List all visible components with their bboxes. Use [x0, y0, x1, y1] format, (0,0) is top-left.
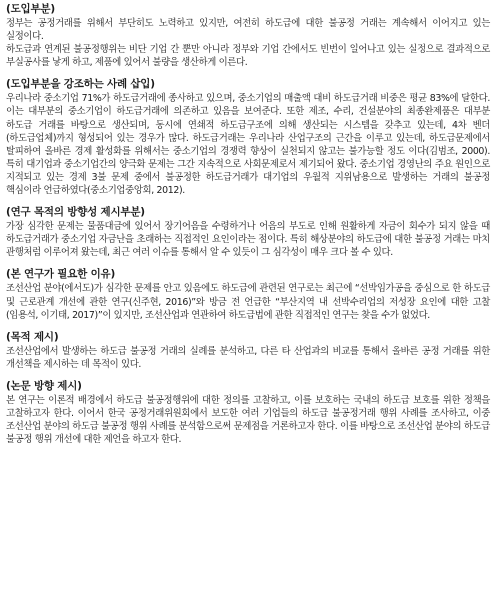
section-purpose [6, 330, 490, 371]
section-emphasis-example [6, 77, 490, 197]
section-research-direction [6, 205, 490, 259]
section-paragraph: 가장 심각한 문제는 물품대금에 있어서 장기어음을 수령하거나 어음의 부도로 인해 원활하게 자금이 회수가 되지 않을 때 하도급거래가 중소기업 자금난을 초래하는 직접적인 요인이라는 점이다. 특히 해상분야의 하도급에 대한 불공정 거래는 마치 관행처럼 이루어져 왔는데, 최근 여러 이슈를 통해서 알 수 있듯이 그 심각성이 매우 크다 볼 수 있다. [6, 221, 490, 259]
section-paragraph: 조선산업 분야(에서도)가 심각한 문제를 안고 있음에도 하도급에 관련된 연구로는 최근에 “선박임가공을 중심으로 한 하도급 및 근로관계 개선에 관한 연구(신주현, 2016)”와 방금 전 언급한 “부산지역 내 선박수리업의 저성장 요인에 대한 고찰(임용석, 이기태, 2017)”이 있지만, 조선산업과 연관하여 하도급법에 관한 직접적인 연구는 찾을 수가 없었다. [6, 283, 490, 321]
section-heading: (본 연구가 필요한 이유) [6, 268, 116, 281]
section-paragraph: 본 연구는 이론적 배경에서 하도급 불공정행위에 대한 정의를 고찰하고, 이를 보호하는 국내의 하도급 보호를 위한 정책을 고찰하고자 한다. 이어서 한국 공정거래위원회에서 보도한 여러 기업들의 하도급 불공정거래 행위 사례를 조사하고, 이중 조선산업 분야의 하도급 불공정 행위 사례를 분석함으로써 문제점을 거론하고자 한다. 이를 바탕으로 조선산업 분야의 하도급 불공정 행위 개선에 대한 제언을 하고자 한다. [6, 394, 490, 446]
section-heading: (목적 제시) [6, 330, 59, 343]
section-paper-direction [6, 379, 490, 446]
section-paragraph: 하도급과 연계된 불공정행위는 비단 기업 간 뿐만 아니라 정부와 기업 간에서도 빈번이 일어나고 있는 실정으로 결과적으로 부실공사를 낳게 하고, 제품에 있어서 불량을 생산하게 이른다. [6, 44, 490, 69]
section-heading: (연구 목적의 방향성 제시부분) [6, 206, 145, 219]
section-paragraph: 우리나라 중소기업 71%가 하도급거래에 종사하고 있으며, 중소기업의 매출액 대비 하도급거래 비중은 평균 83%에 달한다. 이는 대부분의 중소기업이 하도급거래에 의존하고 있음을 보여준다. 또한 제조, 수리, 건설분야의 최종완제품은 대부분 하도급 거래를 바탕으로 생산되며, 동시에 연쇄적 하도급구조에 의해 생산되는 시스템을 갖추고 있는데, 4차 벤더(하도급업체)까지 형성되어 있는 경우가 많다. 하도급거래는 우리나라 산업구조의 근간을 이루고 있는데, 하도급문제에서 탈피하여 올바른 경제 활성화를 위해서는 중소기업의 경쟁력 향상이 실천되지 않고는 불가능할 정도 이다(김범조, 2000). 특히 대기업과 중소기업간의 양극화 문제는 그간 지속적으로 사회문제로서 제기되어 왔다. 중소기업 경영난의 주요 원인으로 지적되고 있는 경제 3불 문제 중에서 불공정한 하도급거래가 대기업의 우월적 지위남용으로 발생하는 거래의 불공정 핵심이라 언급하였다(중소기업중앙회, 2012). [6, 93, 490, 197]
section-research-necessity [6, 267, 490, 321]
section-introduction [6, 2, 490, 69]
section-paragraph: 조선산업에서 발생하는 하도급 불공정 거래의 실례를 분석하고, 다른 타 산업과의 비교를 통해서 올바른 공정 거래를 위한 개선책을 제시하는 데 목적이 있다. [6, 345, 490, 370]
section-paragraph: 정부는 공정거래를 위해서 부단히도 노력하고 있지만, 여전히 하도급에 대한 불공정 거래는 계속해서 이어지고 있는 실정이다. [6, 18, 490, 43]
section-heading: (논문 방향 제시) [6, 379, 82, 392]
section-heading: (도입부분을 강조하는 사례 삽입) [6, 78, 155, 91]
section-heading: (도입부분) [6, 3, 55, 15]
